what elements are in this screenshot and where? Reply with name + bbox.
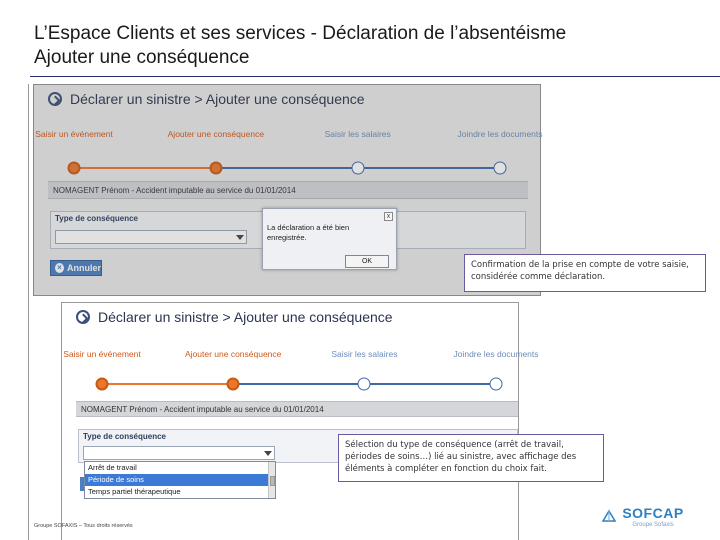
sofcap-logo xyxy=(621,505,685,529)
logo-tagline: Groupe Sofaxis xyxy=(632,522,674,528)
consequence-type-dropdown[interactable] xyxy=(84,461,276,499)
screen-title: Déclarer un sinistre > Ajouter une conséquence xyxy=(98,309,393,325)
logo-name: SOFCAP xyxy=(622,505,684,521)
step-label-salaries[interactable]: Saisir les salaires xyxy=(331,349,398,359)
dialog-message: La déclaration a été bien enregistrée. xyxy=(267,223,350,242)
slide-title-line2: Ajouter une conséquence xyxy=(34,47,250,68)
close-circle-icon: × xyxy=(55,263,64,273)
screen-header xyxy=(62,303,518,331)
dropdown-option-temps-partiel[interactable]: Temps partiel thérapeutique xyxy=(88,487,181,496)
consequence-type-select[interactable] xyxy=(83,446,275,460)
step-label-consequence[interactable]: Ajouter une conséquence xyxy=(184,349,282,359)
dropdown-option-soins[interactable]: Période de soins xyxy=(85,474,275,486)
confirmation-dialog xyxy=(262,208,397,270)
step-dot-consequence xyxy=(227,378,240,391)
slide-title xyxy=(34,22,566,70)
callout-confirmation: Confirmation de la prise en compte de votre saisie, considérée comme déclaration. xyxy=(464,254,706,292)
step-label-event[interactable]: Saisir un événement xyxy=(35,129,113,139)
step-label-consequence[interactable]: Ajouter une conséquence xyxy=(167,129,265,139)
step-dot-event xyxy=(96,378,109,391)
info-bar: NOMAGENT Prénom - Accident imputable au service du 01/01/2014 xyxy=(76,401,518,417)
title-divider xyxy=(30,76,720,77)
cancel-button-label: Annuler xyxy=(66,263,101,273)
ok-button[interactable]: OK xyxy=(345,255,389,268)
left-divider xyxy=(28,84,29,540)
dropdown-option-arret[interactable]: Arrêt de travail xyxy=(88,463,137,472)
arrow-circle-icon xyxy=(76,310,90,324)
chevron-down-icon xyxy=(264,451,272,456)
scrollbar-thumb[interactable] xyxy=(270,476,275,486)
slide-title-line1: L’Espace Clients et ses services - Déclaration de l’absentéisme xyxy=(34,23,567,44)
step-dot-salaries xyxy=(358,378,371,391)
close-icon[interactable]: x xyxy=(384,212,393,221)
screen-title: Déclarer un sinistre > Ajouter une conséquence xyxy=(70,91,365,107)
dropdown-scrollbar[interactable] xyxy=(268,462,275,498)
logo-mark-icon xyxy=(601,507,617,523)
step-label-salaries[interactable]: Saisir les salaires xyxy=(324,129,391,139)
step-label-documents[interactable]: Joindre les documents xyxy=(457,129,543,139)
step-label-documents[interactable]: Joindre les documents xyxy=(453,349,539,359)
consequence-type-label: Type de conséquence xyxy=(83,432,166,441)
step-label-event[interactable]: Saisir un événement xyxy=(63,349,141,359)
step-track-done xyxy=(102,383,233,385)
info-bar: NOMAGENT Prénom - Accident imputable au service du 01/01/2014 xyxy=(48,181,528,199)
callout-selection: Sélection du type de conséquence (arrêt de travail, périodes de soins…) lié au sinistre, avec affichage des éléments à compléter en fonction du choix fait. xyxy=(338,434,604,482)
progress-stepper xyxy=(63,349,539,369)
consequence-type-label: Type de conséquence xyxy=(55,214,138,223)
footer-copyright: Groupe SOFAXIS – Tous droits réservés xyxy=(34,523,133,529)
screenshot-selection xyxy=(61,302,539,540)
step-dot-documents xyxy=(490,378,503,391)
